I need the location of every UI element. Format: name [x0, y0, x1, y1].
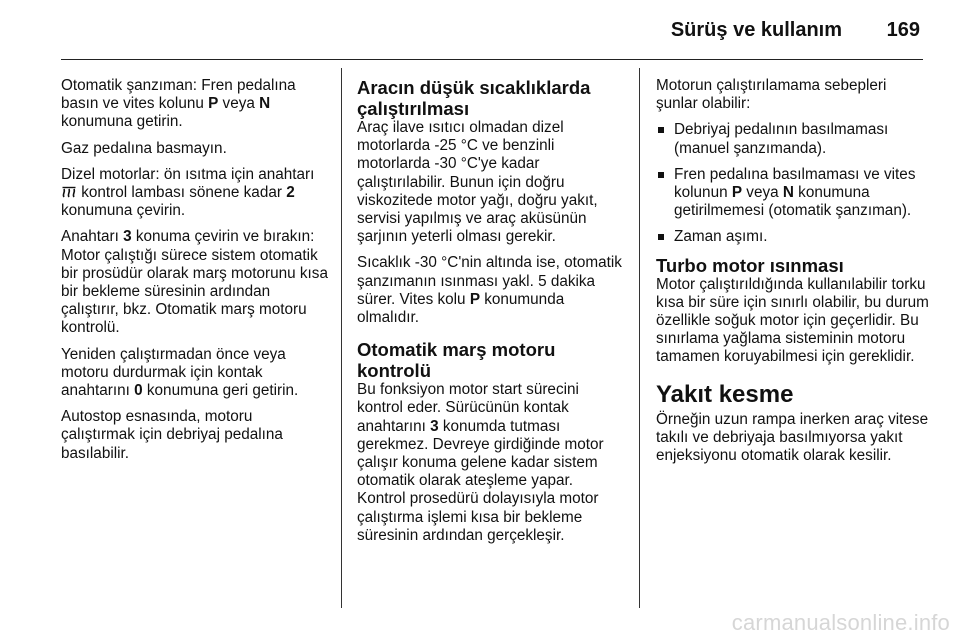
list-item: Zaman aşımı. — [656, 228, 931, 246]
heading-fuel-cutoff: Yakıt kesme — [656, 380, 794, 408]
paragraph-below-minus-30: Sıcaklık -30 °C'nin altında ise, otomatik şanzımanın ısınması yakl. 5 dakika sürer. Vites kolu P konumunda olmalıdır. — [357, 254, 622, 327]
column-divider — [341, 68, 342, 608]
heading-low-temperature-start: Aracın düşük sıcaklıklarda çalıştırılması — [357, 77, 591, 119]
heading-turbo-warmup: Turbo motor ısınması — [656, 254, 844, 276]
header-title: Sürüş ve kullanım — [670, 19, 842, 41]
column-right — [656, 77, 931, 473]
key-position-3: 3 — [430, 417, 439, 435]
list-item: Fren pedalına basılmaması ve vites kolunun P veya N konumuna getirilmemesi (otomatik şanzıman). — [656, 166, 931, 221]
column-divider — [639, 68, 640, 608]
bullet-square-icon — [658, 234, 664, 240]
gear-p-label: P — [469, 290, 481, 308]
gear-n-label: N — [259, 95, 271, 113]
glow-plug-icon — [61, 185, 77, 197]
paragraph-turbo-warmup: Motor çalıştırıldığında kullanılabilir torku kısa bir süre için sınırlı olabilir, bu durum özellikle soğuk motor için geçerlidir. Bu sınırlama yağlama sisteminin motoru tamamen koruyabilmesi için gereklidir. — [656, 275, 929, 366]
column-left — [61, 77, 329, 471]
gear-p-label: P — [731, 184, 743, 202]
page-number: 169 — [886, 19, 920, 41]
paragraph-fuel-cutoff: Örneğin uzun rampa inerken araç vitese takılı ve debriyaja basılmıyorsa yakıt enjeksiyonu otomatik olarak kesilir. — [656, 410, 929, 465]
heading-auto-starter-control: Otomatik marş motoru kontrolü — [357, 339, 556, 382]
key-position-2: 2 — [286, 184, 295, 202]
paragraph-start-failure-reasons: Motorun çalıştırılamama sebepleri şunlar olabilir: — [656, 77, 887, 113]
page-header — [0, 0, 960, 60]
paragraph-diesel-preheat: Dizel motorlar: ön ısıtma için anahtarı kontrol lambası sönene kadar 2 konumuna çevirin. — [61, 165, 315, 220]
bullet-square-icon — [658, 127, 664, 133]
paragraph-restart: Yeniden çalıştırmadan önce veya motoru durdurmak için kontak anahtarını 0 konumuna geri getirin. — [61, 345, 299, 400]
list-item: Debriyaj pedalının basılmaması (manuel şanzımanda). — [656, 121, 931, 157]
key-position-0: 0 — [134, 382, 143, 400]
watermark: carmanualsonline.info — [731, 610, 950, 635]
paragraph-autostop: Autostop esnasında, motoru çalıştırmak için debriyaj pedalına basılabilir. — [61, 408, 283, 462]
key-position-3: 3 — [123, 228, 132, 246]
column-middle — [357, 77, 625, 553]
gear-p-label: P — [208, 95, 219, 113]
gear-n-label: N — [782, 184, 794, 202]
bullet-square-icon — [658, 172, 664, 178]
paragraph-key-position-3: Anahtarı 3 konuma çevirin ve bırakın: Motor çalıştığı sürece sistem otomatik bir prosüdür olarak marş motorunu kısa bir bekleme süresinin ardından çalıştırır, bkz. Otomatik marş motoru kontrolü. — [61, 228, 328, 337]
paragraph-low-temperature: Araç ilave ısıtıcı olmadan dizel motorlarda -25 °C ve benzinli motorlarda -30 °C'ye kadar çalıştırılabilir. Bunun için doğru viskozitede motor yağı, doğru yakıt, servisi yapılmış ve araç aküsünün şarjının yeterli olması gerekir. — [357, 119, 598, 246]
header-rule — [61, 59, 923, 60]
paragraph-no-throttle: Gaz pedalına basmayın. — [61, 139, 227, 157]
paragraph-automatic-transmission: Otomatik şanzıman: Fren pedalına basın ve vites kolunu P veya N konumuna getirin. — [61, 77, 296, 131]
paragraph-auto-starter: Bu fonksiyon motor start sürecini kontrol eder. Sürücünün kontak anahtarını 3 konumda tutması gerekmez. Devreye girdiğinde motor çalışır konuma gelene kadar sistem otomatik olarak ateşleme yapar. Kontrol prosedürü dolayısıyla motor çalıştırma işlemi kısa bir bekleme süresinin ardından gerçekleşir. — [357, 381, 604, 544]
start-failure-list — [656, 121, 931, 246]
